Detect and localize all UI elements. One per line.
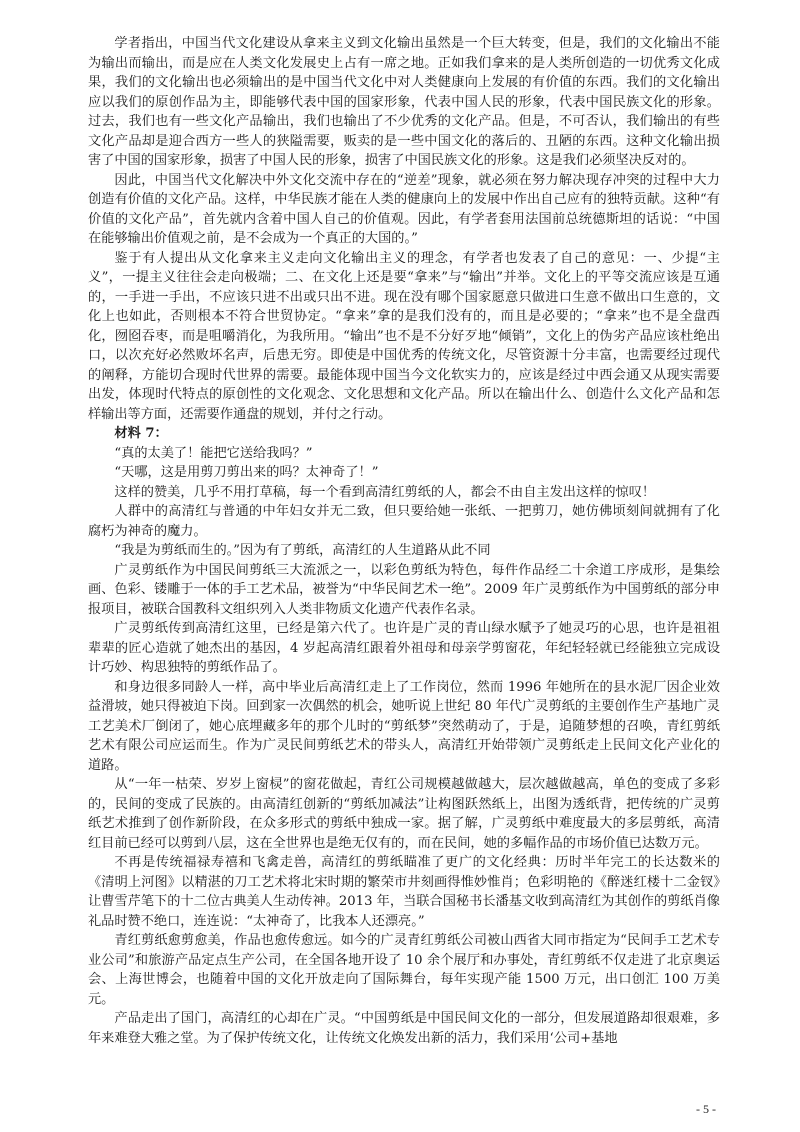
paragraph-10: 从“一年一枯荣、岁岁上窗棂”的窗花做起，青红公司规模越做越大，层次越做越高，单色的变成了多彩的，民间的变成了民族的。由高清红创新的“剪纸加减法”让构图跃然纸上，出图为透纸背，把传统的广灵剪纸艺术推到了创作新阶段，在众多形式的剪纸中独成一家。据了解，广灵剪纸中难度最大的多层剪纸，高清红目前已经可以剪到八层，这在全世界也是绝无仅有的，而在民间，她的多幅作品的市场价值已达数万元。 [88, 777, 720, 851]
quote-1: “真的太美了！能把它送给我吗？” [114, 445, 313, 461]
paragraph-9: 和身边很多同龄人一样，高中毕业后高清红走上了工作岗位，然而 1996 年她所在的县水泥厂因企业效益滑坡，她只得被迫下岗。回到家一次偶然的机会，她听说上世纪 80 年代广灵剪纸的主要创作生产基地广灵工艺美术厂倒闭了，她心底埋藏多年的那个儿时的“剪纸梦”突然萌动了，于是，追随梦想的召唤，青红剪纸艺术有限公司应运而生。作为广灵民间剪纸艺术的带头人，高清红开始带领广灵剪纸走上民间文化产业化的道路。 [88, 679, 720, 773]
section-heading-material-7: 材料 7： [114, 426, 168, 441]
paragraph-1: 学者指出，中国当代文化建设从拿来主义到文化输出虽然是一个巨大转变，但是，我们的文化输出不能为输出而输出，而是应在人类文化发展史上占有一席之地。正如我们拿来的是人类所创造的一切优秀文化成果，我们的文化输出也必须输出的是中国当代文化中对人类健康向上发展的有价值的东西。我们的文化输出应以我们的原创作品为主，即能够代表中国的国家形象，代表中国人民的形象，代表中国民族文化的形象。过去，我们也有一些文化产品输出，我们也输出了不少优秀的文化产品。但是，不可否认，我们输出的有些文化产品却是迎合西方一些人的狭隘需要，贩卖的是一些中国文化的落后的、丑陋的东西。这种文化输出损害了中国的国家形象，损害了中国人民的形象，损害了中国民族文化的形象。这是我们必须坚决反对的。 [88, 36, 720, 168]
paragraph-3: 鉴于有人提出从文化拿来主义走向文化输出主义的理念，有学者也发表了自己的意见：一、少提“主义”，一提主义往往会走向极端；二、在文化上还是要“拿来”与“输出”并举。文化上的平等交流应该是互通的，一手进一手出，不应该只进不出或只出不进。现在没有哪个国家愿意只做进口生意不做出口生意的，文化上也如此，否则根本不符合世贸协定。“拿来”拿的是我们没有的，而且是必要的；“拿来”也不是全盘西化，囫囵吞枣，而是咀嚼消化，为我所用。“输出”也不是不分好歹地“倾销”，文化上的伪劣产品应该杜绝出口，以次充好必然败坏名声，后患无穷。即使是中国优秀的传统文化，尽管资源十分丰富，也需要经过现代的阐释，方能切合现时代世界的需要。最能体现中国当今文化软实力的，应该是经过中西会通又从现实需要出发，体现时代特点的原创性的文化观念、文化思想和文化产品。所以在输出什么、创造什么文化产品和怎样输出等方面，还需要作通盘的规划，并付之行动。 [88, 250, 720, 422]
paragraph-11: 不再是传统福禄寿禧和飞禽走兽，高清红的剪纸瞄准了更广的文化经典：历时半年完工的长达数米的《清明上河图》以精湛的刀工艺术将北宋时期的繁荣市井刻画得惟妙惟肖；色彩明艳的《醉迷红楼十二金钗》让曹雪芹笔下的十二位古典美人生动传神。2013 年，当联合国秘书长潘基文收到高清红为其创作的剪纸肖像礼品时赞不绝口，连连说：“太神奇了，比我本人还漂亮。” [88, 855, 720, 929]
document-body [88, 34, 720, 1048]
paragraph-6: “我是为剪纸而生的。”因为有了剪纸，高清红的人生道路从此不同 [114, 543, 491, 558]
paragraph-2: 因此，中国当代文化解决中外文化交流中存在的“逆差”现象，就必须在努力解决现存冲突的过程中大力创造有价值的文化产品。这样，中华民族才能在人类的健康向上的发展中作出自己应有的独特贡献。这种“有价值的文化产品”，首先就内含着中国人自己的价值观。因此，有学者套用法国前总统德斯坦的话说：“中国在能够输出价值观之前，是不会成为一个真正的大国的。” [88, 172, 720, 246]
paragraph-13: 产品走出了国门，高清红的心却在广灵。“中国剪纸是中国民间文化的一部分，但发展道路却很艰难，多年来难登大雅之堂。为了保护传统文化，让传统文化焕发出新的活力，我们采用‘公司+基地 [88, 1011, 720, 1046]
paragraph-8: 广灵剪纸传到高清红这里，已经是第六代了。也许是广灵的青山绿水赋予了她灵巧的心思，也许是祖祖辈辈的匠心造就了她杰出的基因，4 岁起高清红跟着外祖母和母亲学剪窗花，年纪轻轻就已经能独立完成设计巧妙、构思独特的剪纸作品了。 [88, 621, 720, 675]
quote-2: “天哪，这是用剪刀剪出来的吗？太神奇了！” [114, 465, 379, 480]
paragraph-7: 广灵剪纸作为中国民间剪纸三大流派之一，以彩色剪纸为特色，每件作品经二十余道工序成形，是集绘画、色彩、镂雕于一体的手工艺术品，被誉为“中华民间艺术一绝”。2009 年广灵剪纸作为中国剪纸的部分申报项目，被联合国教科文组织列入人类非物质文化遗产代表作名录。 [88, 562, 720, 617]
paragraph-5: 人群中的高清红与普通的中年妇女并无二致，但只要给她一张纸、一把剪刀，她仿佛顷刻间就拥有了化腐朽为神奇的魔力。 [88, 504, 720, 539]
paragraph-12: 青红剪纸愈剪愈美，作品也愈传愈远。如今的广灵青红剪纸公司被山西省大同市指定为“民间手工艺术专业公司”和旅游产品定点生产公司，在全国各地开设了 10 余个展厅和办事处，青红剪纸不仅走进了北京奥运会、上海世博会，也随着中国的文化开放走向了国际舞台，每年实现产能 1500 万元，出口创汇 100 万美元。 [88, 933, 720, 1007]
paragraph-4: 这样的赞美，几乎不用打草稿，每一个看到高清红剪纸的人，都会不由自主发出这样的惊叹！ [114, 484, 656, 500]
page-number: - 5 - [696, 1102, 716, 1116]
